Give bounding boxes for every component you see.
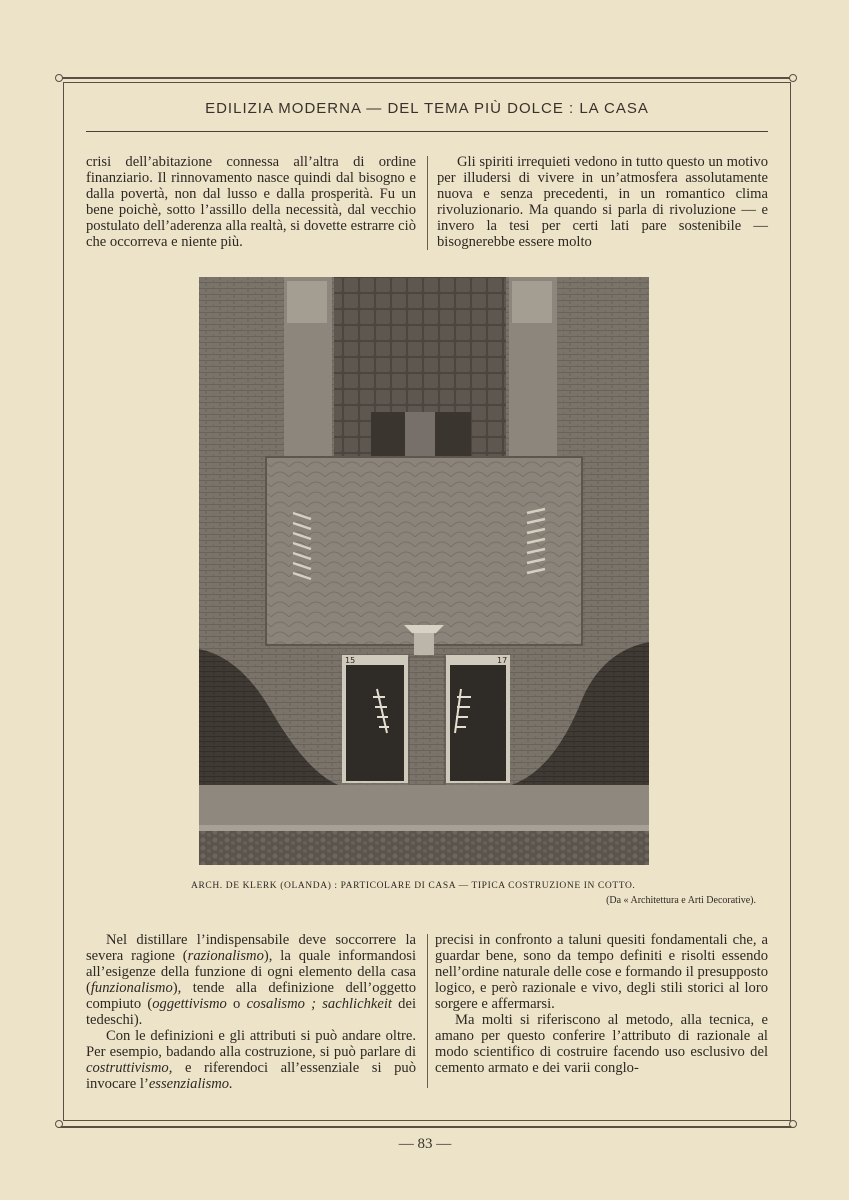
text-run: dei tedeschi). (86, 996, 417, 1028)
italic-term: funzionalismo (90, 980, 173, 996)
italic-term: razionalismo (187, 948, 264, 964)
italic-term: oggettivismo (152, 996, 227, 1012)
paragraph: Gli spiriti irrequieti vedono in tutto questo un motivo per illudersi di vivere in un’atmosfera assolutamente nuova e senza precedenti, in un romantico clima rivoluzionario. Ma quando si parla di rivoluzione — e invero la tesi per certi lati pare sostenibile — bisognerebbe essere molto (437, 154, 768, 250)
text-run: ), tende alla definizione dell’oggetto compiuto ( (86, 980, 416, 1012)
paragraph: crisi dell’abitazione connessa all’altra di ordine finanziario. Il rinnovamento nasce quindi dal bisogno e dalla povertà, non dal lusso e dalla prosperità. Fu un bene poichè, sotto l’assillo della necessità, dal vecchio postulato dell’aderenza alla realtà, si dovette estrarre ciò che occorreva e niente più. (86, 154, 416, 250)
figure-caption: ARCH. DE KLERK (OLANDA) : PARTICOLARE DI CASA — TIPICA COSTRUZIONE IN COTTO. (191, 881, 636, 891)
figure-source: (Da « Architettura e Arti Decorative). (606, 895, 756, 906)
italic-term: costruttivismo, (86, 1060, 173, 1076)
architecture-photo (199, 277, 649, 865)
frame-corner-ornament (55, 74, 63, 82)
house-facade-illustration (199, 277, 649, 865)
paragraph: precisi in confronto a taluni quesiti fondamentali che, a guardar bene, sono da tempo definiti e risolti essendo nell’ordine naturale delle cose e formando il presupposto logico, e però razionale e vivo, degli stili storici al loro sorgere e affermarsi. (435, 932, 768, 1012)
text-run: Con le definizioni e gli attributi si può andare oltre. Per esempio, badando alla costruzione, si può parlare di (86, 1028, 416, 1060)
text-run: Nel distillare l’indispensabile deve soccorrere la severa ragione ( (86, 932, 416, 964)
italic-term: essenzialismo. (148, 1076, 233, 1092)
paragraph (86, 1028, 416, 1092)
page-number: — 83 — (398, 1136, 452, 1152)
running-head: EDILIZIA MODERNA — DEL TEMA PIÙ DOLCE : LA CASA (205, 100, 649, 117)
top-right-column (437, 154, 768, 250)
bottom-left-column (86, 932, 416, 1092)
door-number-17: 17 (497, 656, 508, 665)
paragraph (86, 932, 416, 1028)
italic-term: cosalismo ; sachlichkeit (246, 996, 392, 1012)
column-divider (427, 934, 428, 1088)
top-left-column (86, 154, 416, 250)
text-run: e riferendoci all’essenziale si può invocare l’ (86, 1060, 416, 1092)
header-rule (86, 131, 768, 132)
column-divider (427, 156, 428, 250)
text-run: ), la quale informandosi all’esigenze della funzione di ogni elemento della casa ( (86, 948, 416, 996)
paragraph: Ma molti si riferiscono al metodo, alla tecnica, e amano per questo conferire l’attributo di razionale al modo scientifico di costruire facendo uso esclusivo del cemento armato e dei varii conglo- (435, 1012, 768, 1076)
frame-corner-ornament (789, 1120, 797, 1128)
bottom-right-column (435, 932, 768, 1076)
frame-corner-ornament (789, 74, 797, 82)
text-run: o (226, 996, 247, 1012)
frame-corner-ornament (55, 1120, 63, 1128)
door-number-15: 15 (345, 656, 356, 665)
